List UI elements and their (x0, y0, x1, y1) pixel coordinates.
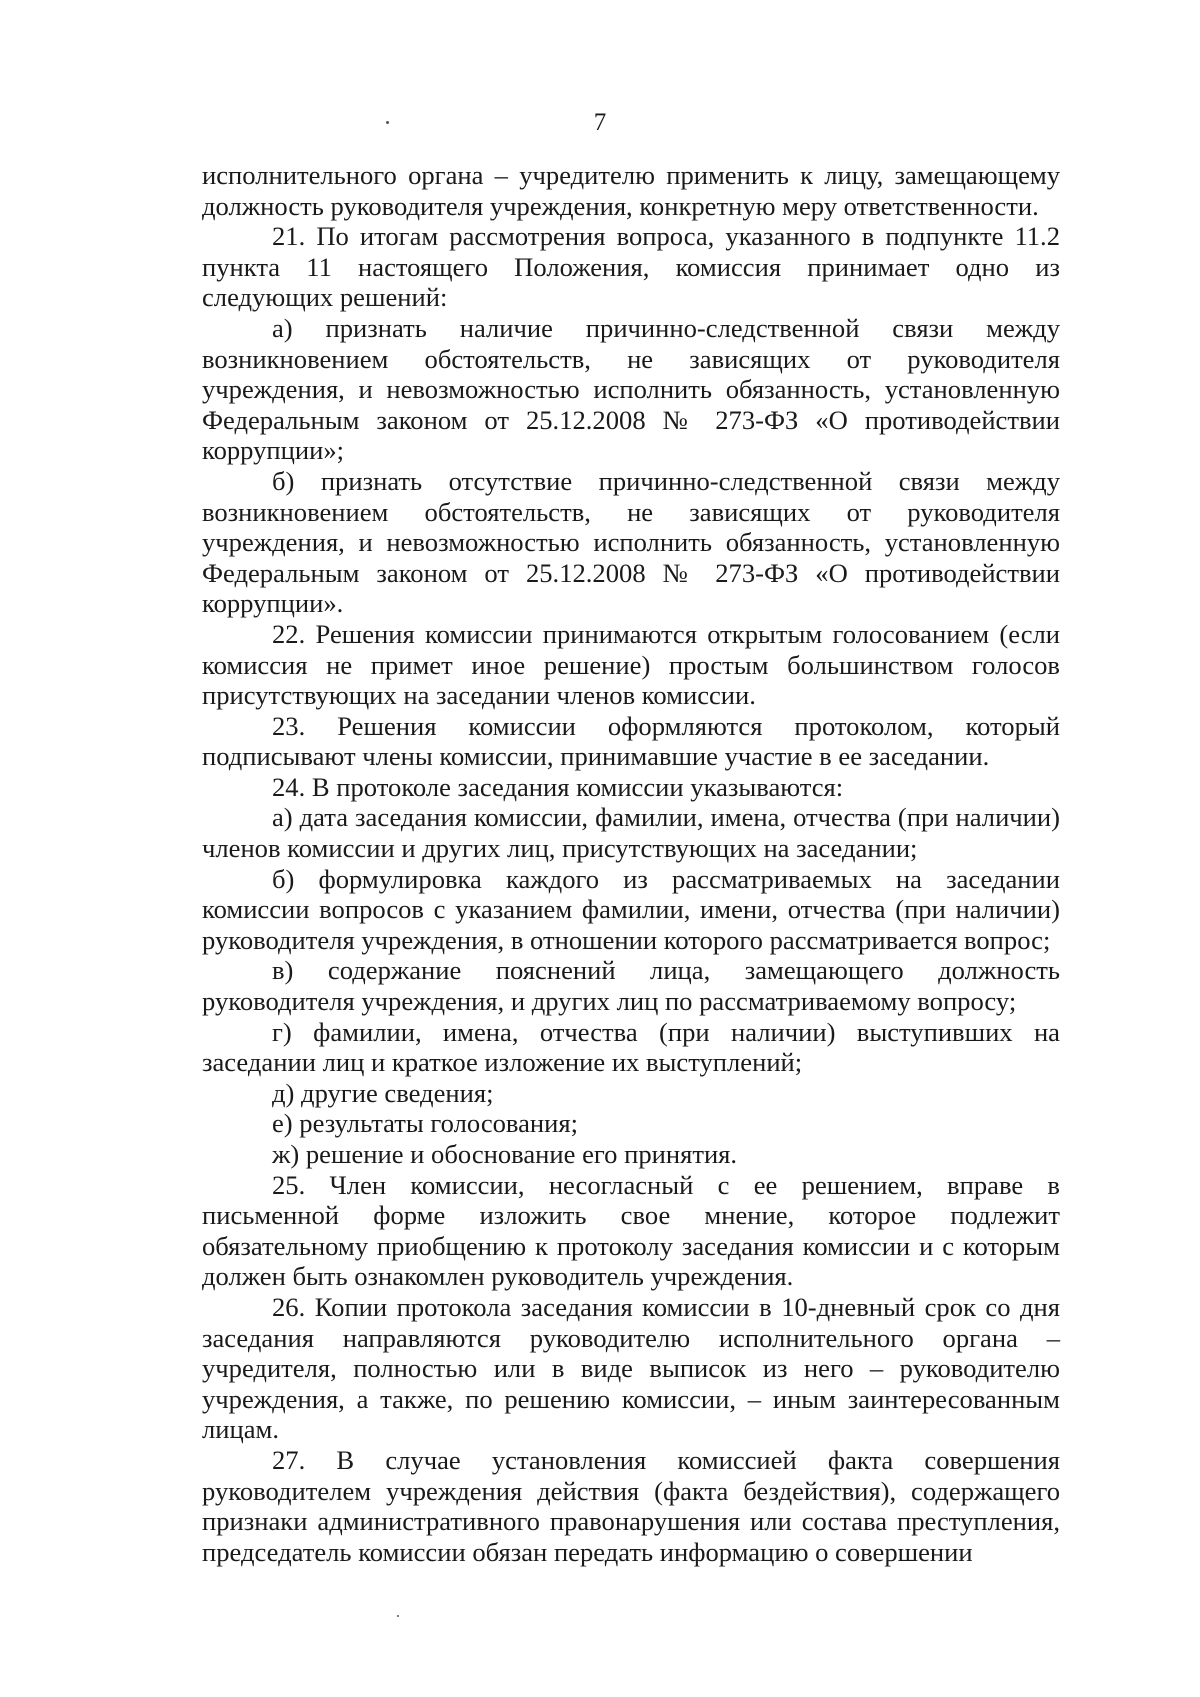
paragraph-24: 24. В протоколе заседания комиссии указываются: (272, 771, 844, 802)
paragraph-24-a: а) дата заседания комиссии, фамилии, имена, отчества (при наличии) членов комиссии и других лиц, присутствующих на заседании; (202, 802, 1060, 864)
paragraph-24-g: г) фамилии, имена, отчества (при наличии) выступивших на заседании лиц и краткое изложение их выступлений; (202, 1016, 1060, 1078)
paragraph-24-b: б) формулировка каждого из рассматриваемых на заседании комиссии вопросов с указанием фамилии, имени, отчества (при наличии) руководителя учреждения, в отношении которого рассматривается вопрос; (202, 863, 1060, 955)
paragraph-27: 27. В случае установления комиссией факта совершения руководителем учреждения действия (факта бездействия), содержащего признаки административного правонарушения или состава преступления, председатель комиссии обязан передать информацию о совершении (202, 1444, 1060, 1567)
document-body (202, 160, 1060, 1567)
paragraph-21: 21. По итогам рассмотрения вопроса, указанного в подпункте 11.2 пункта 11 настоящего Положения, комиссия принимает одно из следующих решений: (202, 221, 1060, 313)
paragraph-continuation: исполнительного органа – учредителю применить к лицу, замещающему должность руководителя учреждения, конкретную меру ответственности. (202, 160, 1060, 221)
paragraph-23: 23. Решения комиссии оформляются протоколом, который подписывают члены комиссии, принимавшие участие в ее заседании. (202, 710, 1060, 772)
paragraph-21-b: б) признать отсутствие причинно-следственной связи между возникновением обстоятельств, не зависящих от руководителя учреждения, и невозможностью исполнить обязанность, установленную Федеральным законом от 25.12.2008 № 273-ФЗ «О противодействии коррупции». (202, 465, 1060, 619)
paragraph-26: 26. Копии протокола заседания комиссии в 10-дневный срок со дня заседания направляются руководителю исполнительного органа – учредителя, полностью или в виде выписок из него – руководителю учреждения, а также, по решению комиссии, – иным заинтересованным лицам. (202, 1291, 1060, 1445)
scan-speck (397, 1615, 399, 1617)
paragraph-24-zh: ж) решение и обоснование его принятия. (272, 1139, 738, 1169)
paragraph-25: 25. Член комиссии, несогласный с ее решением, вправе в письменной форме изложить свое мнение, которое подлежит обязательному приобщению к протоколу заседания комиссии и с которым должен быть ознакомлен руководитель учреждения. (202, 1169, 1060, 1292)
page-number: 7 (593, 109, 607, 136)
paragraph-21-a: а) признать наличие причинно-следственной связи между возникновением обстоятельств, не зависящих от руководителя учреждения, и невозможностью исполнить обязанность, установленную Федеральным законом от 25.12.2008 № 273-ФЗ «О противодействии коррупции»; (202, 312, 1060, 466)
paragraph-24-e: е) результаты голосования; (272, 1108, 579, 1139)
paragraph-24-v: в) содержание пояснений лица, замещающего должность руководителя учреждения, и других лиц по рассматриваемому вопросу; (202, 955, 1060, 1017)
paragraph-22: 22. Решения комиссии принимаются открытым голосованием (если комиссия не примет иное решение) простым большинством голосов присутствующих на заседании членов комиссии. (202, 618, 1060, 711)
paragraph-24-d: д) другие сведения; (272, 1077, 494, 1108)
